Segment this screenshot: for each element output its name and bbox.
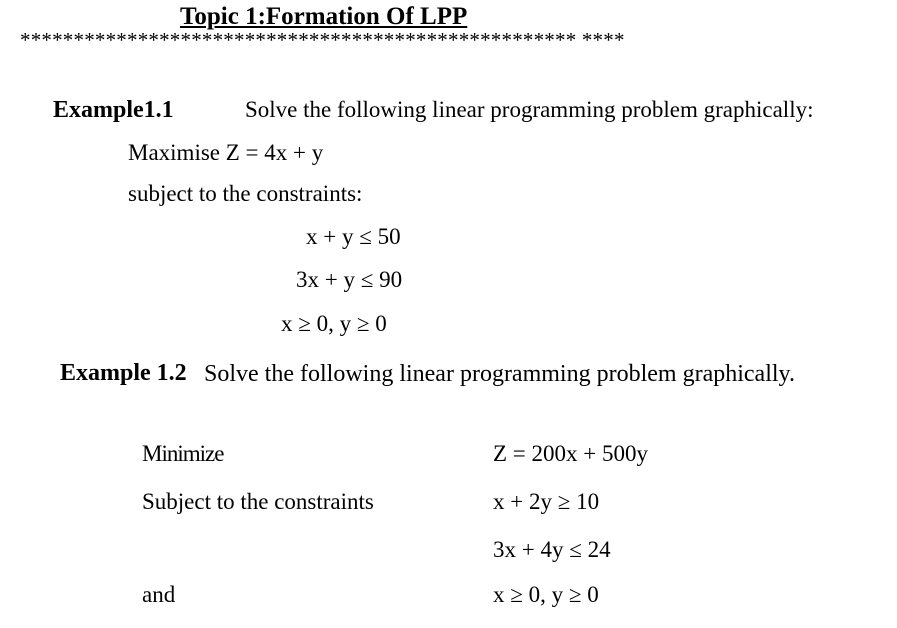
example-1-2-constraints-label: Subject to the constraints	[142, 489, 374, 514]
example-1-2-nonneg: x ≥ 0, y ≥ 0	[493, 582, 599, 607]
example-1-2-constraint-1: x + 2y ≥ 10	[493, 489, 600, 514]
example-1-1-constraint-1: x + y ≤ 50	[306, 224, 401, 249]
example-1-2-nonneg-label: and	[142, 582, 176, 607]
example-1-2-constraint-2: 3x + 4y ≤ 24	[493, 537, 611, 562]
example-1-1-constraints-heading: subject to the constraints:	[128, 181, 363, 206]
example-1-1-constraint-2: 3x + y ≤ 90	[296, 267, 403, 292]
example-1-2-label: Example 1.2	[60, 360, 187, 386]
example-1-1-instruction: Solve the following linear programming problem graphically:	[245, 97, 814, 122]
example-1-1-label: Example1.1	[53, 97, 174, 123]
example-1-1-objective: Maximise Z = 4x + y	[128, 140, 324, 165]
example-1-2-objective: Z = 200x + 500y	[493, 441, 648, 466]
example-1-2-objective-label: Minimize	[142, 441, 224, 466]
example-1-1-constraint-3: x ≥ 0, y ≥ 0	[281, 311, 387, 336]
separator-line: **************************************************** ****	[20, 28, 625, 52]
example-1-2-instruction: Solve the following linear programming problem graphically.	[204, 361, 795, 387]
page-title: Topic 1:Formation Of LPP	[180, 3, 468, 30]
